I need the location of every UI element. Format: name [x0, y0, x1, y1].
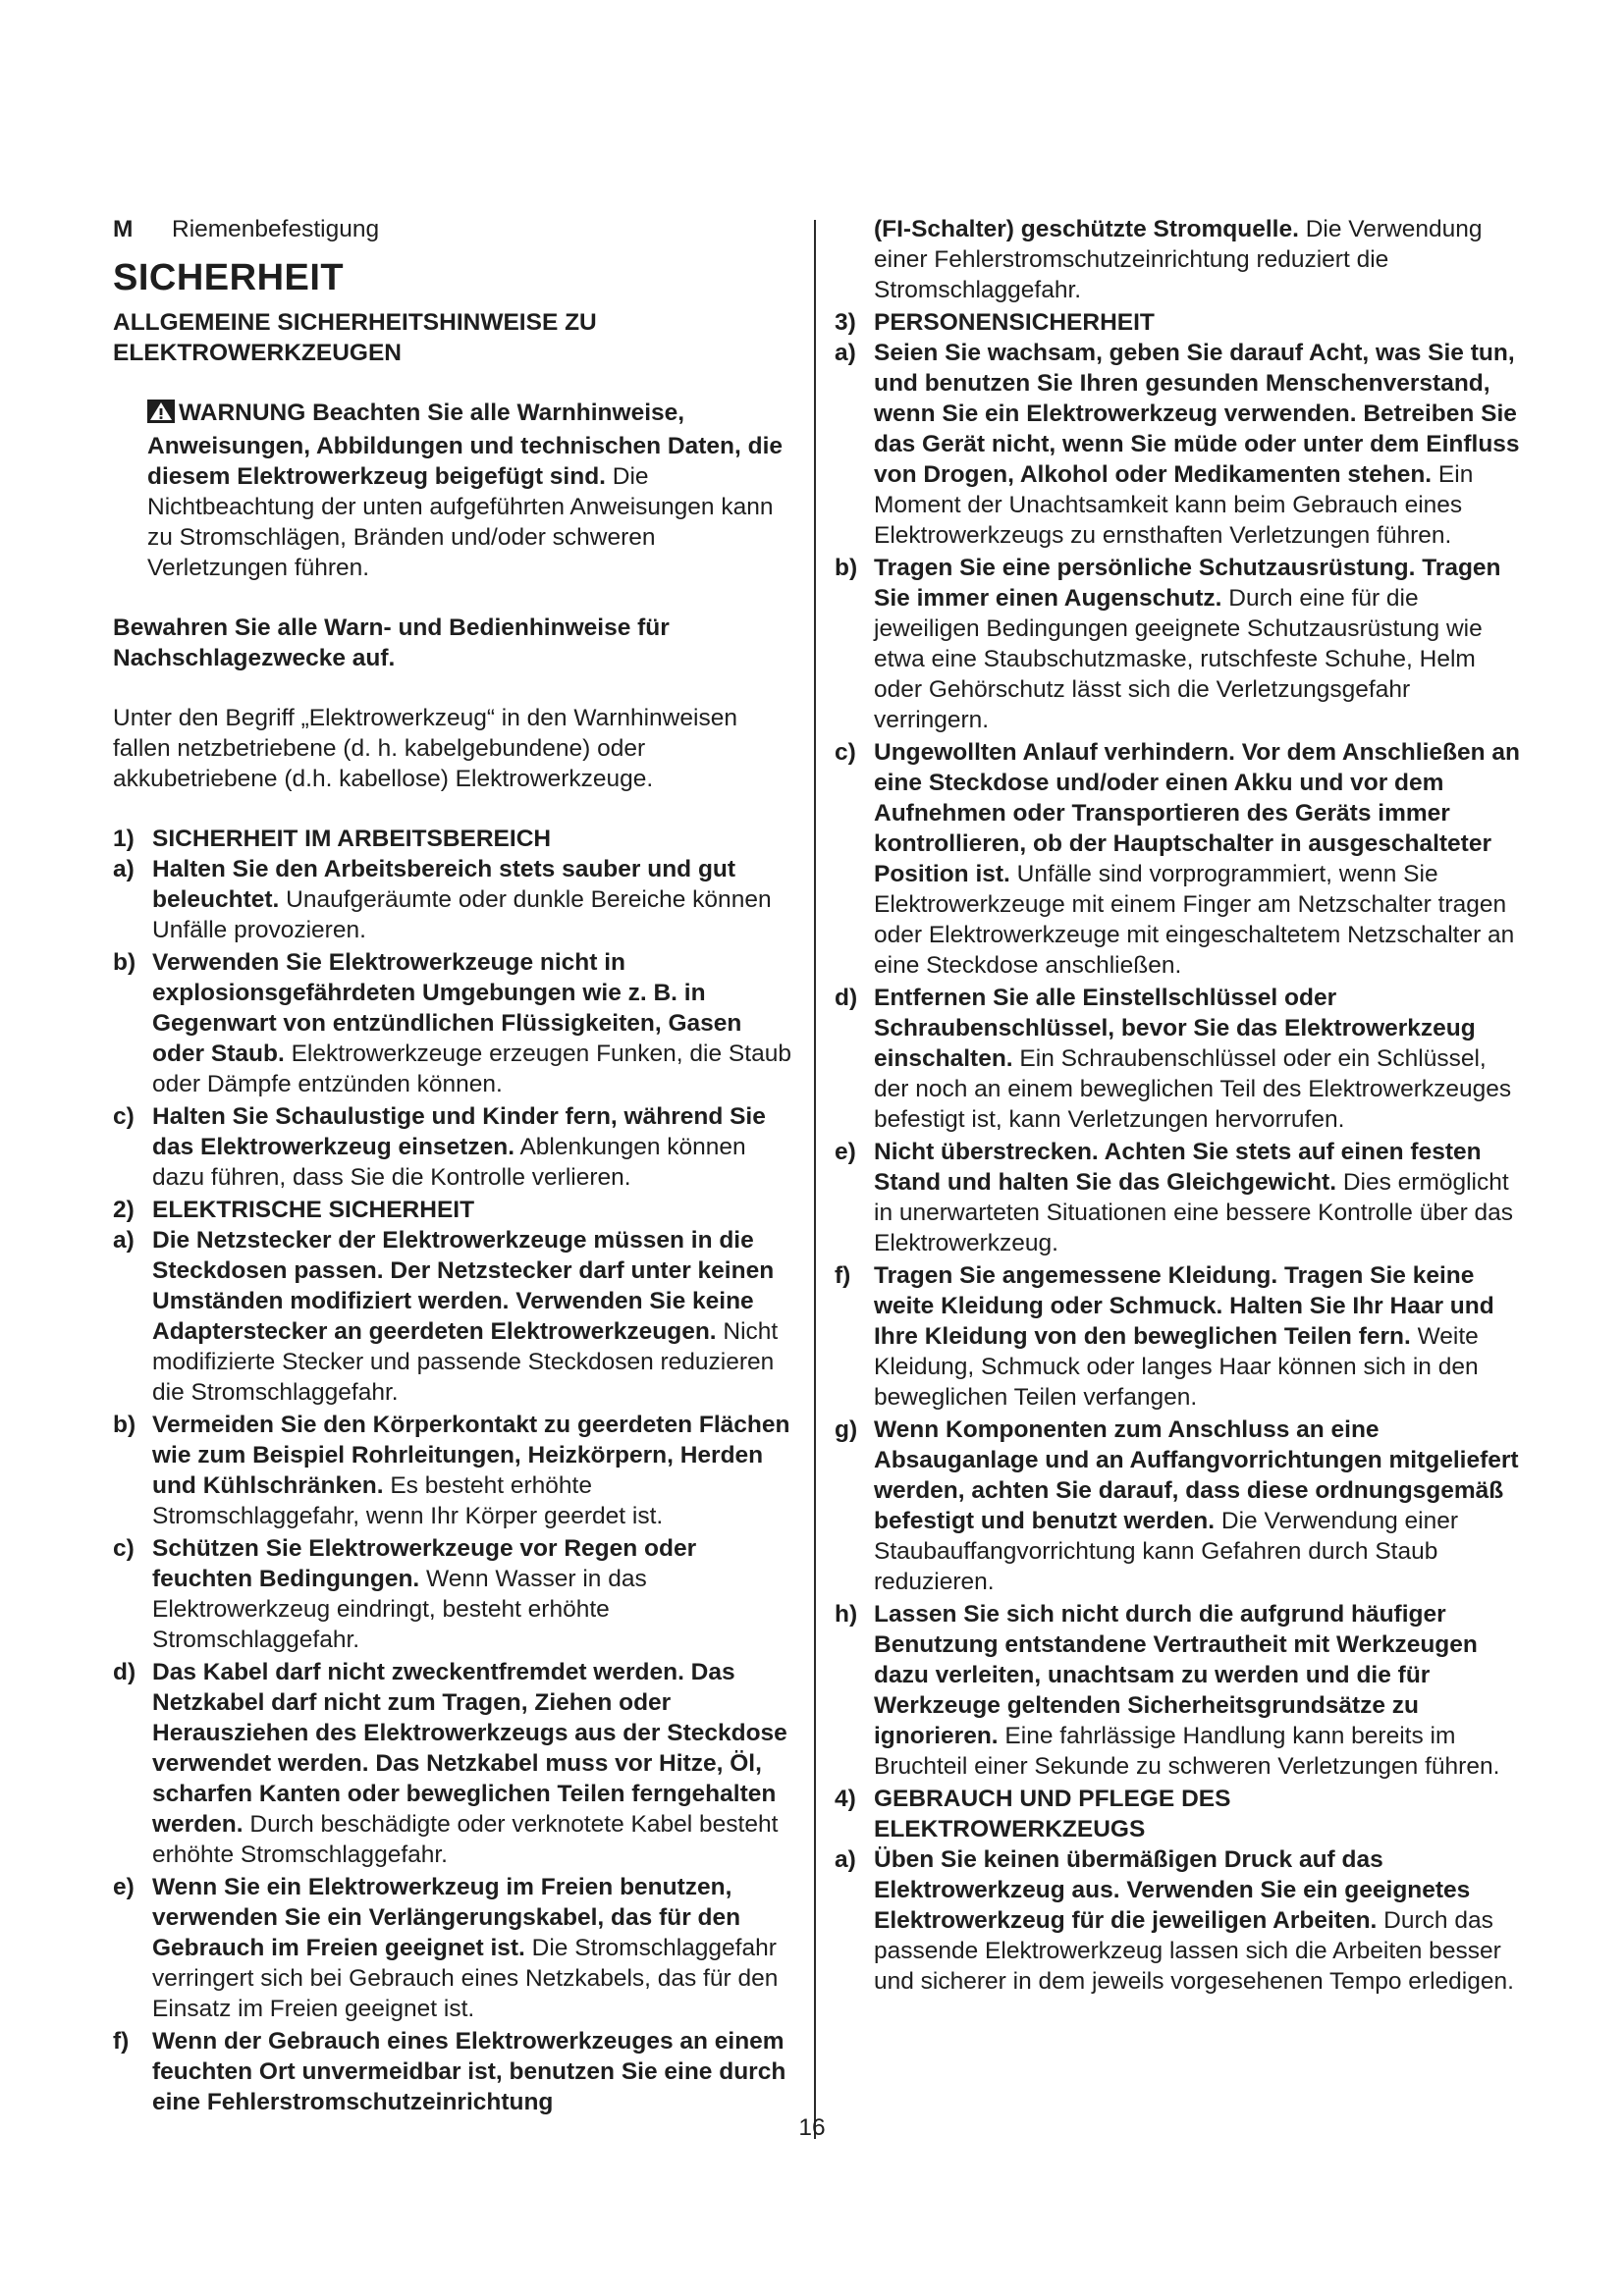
keep-note: Bewahren Sie alle Warn- und Bedienhinweise für Nachschlagezwecke auf. [113, 614, 670, 671]
item-text: Ein Moment der Unachtsamkeit kann beim Gebrauch eines Elektrowerkzeugs zu ernsthaften Verletzungen führen. [874, 461, 1474, 549]
heading-s2 [113, 1195, 800, 1225]
item-bold: (FI-Schalter) geschützte Stromquelle. [874, 216, 1299, 242]
item-text: Die Stromschlaggefahr verringert sich bei Gebrauch eines Netzkabels, das für den Einsatz im Freien geeignet ist. [152, 1935, 779, 2022]
item-text: Wenn Wasser in das Elektrowerkzeug eindringt, besteht erhöhte Stromschlaggefahr. [152, 1566, 647, 1653]
page-number: 16 [798, 2114, 826, 2141]
list-item [835, 1844, 1522, 1997]
list-item [835, 1599, 1522, 1782]
item-letter: d) [113, 1659, 136, 1685]
item-letter: c) [113, 1535, 135, 1562]
item-text: Dies ermöglicht in unerwarteten Situationen eine bessere Kontrolle über das Elektrowerkzeug. [874, 1169, 1514, 1256]
s4-title: GEBRAUCH UND PFLEGE DES ELEKTROWERKZEUGS [874, 1786, 1231, 1842]
item-text: Durch eine für die jeweiligen Bedingungen geeignete Schutzausrüstung wie etwa eine Staubschutzmaske, rutschfeste Schuhe, Helm oder Gehörschutz lässt sich die Verletzungsgefahr verringern. [874, 585, 1483, 733]
left-column [113, 214, 800, 2119]
warning-paragraph [113, 398, 800, 583]
s3-num: 3) [835, 309, 856, 336]
item-bold: Ungewollten Anlauf verhindern. Vor dem Anschließen an eine Steckdose und/oder einen Akku und vor dem Aufnehmen oder Transportieren des Geräts immer kontrollieren, ob der Hauptschalter in ausgeschalteter Position ist. [874, 739, 1520, 887]
right-column [835, 214, 1522, 1999]
item-bold: Verwenden Sie Elektrowerkzeuge nicht in explosionsgefährdeten Umgebungen wie z. B. in Gegenwart von entzündlichen Flüssigkeiten, Gasen oder Staub. [152, 949, 742, 1067]
list-item [835, 737, 1522, 981]
item-bold: Schützen Sie Elektrowerkzeuge vor Regen oder feuchten Bedingungen. [152, 1535, 697, 1592]
item-bold: Halten Sie den Arbeitsbereich stets sauber und gut beleuchtet. [152, 856, 736, 913]
section-title: SICHERHEIT [113, 257, 345, 298]
list-item [113, 1872, 800, 2024]
item-letter: h) [835, 1601, 858, 1628]
heading-s4 [835, 1784, 1522, 1844]
list-item [113, 1101, 800, 1193]
item-letter: a) [835, 340, 856, 366]
item-letter: b) [113, 1412, 136, 1438]
item-bold: Wenn der Gebrauch eines Elektrowerkzeuges an einem feuchten Ort unvermeidbar ist, benutzen Sie eine durch eine Fehlerstromschutzeinrichtung [152, 2028, 786, 2115]
list-item [113, 1533, 800, 1655]
item-text: Nicht modifizierte Stecker und passende Steckdosen reduzieren die Stromschlaggefahr. [152, 1318, 779, 1406]
item-bold: Nicht überstrecken. Achten Sie stets auf einen festen Stand und halten Sie das Gleichgewicht. [874, 1139, 1482, 1196]
item-letter: b) [113, 949, 136, 976]
item-text: Eine fahrlässige Handlung kann bereits im Bruchteil einer Sekunde zu schweren Verletzungen führen. [874, 1723, 1500, 1780]
item-text: Durch das passende Elektrowerkzeug lassen sich die Arbeiten besser und sicherer in dem jeweils vorgesehenen Tempo erledigen. [874, 1907, 1514, 1995]
section-subtitle: ALLGEMEINE SICHERHEITSHINWEISE ZU ELEKTROWERKZEUGEN [113, 309, 597, 366]
item-letter: g) [835, 1416, 858, 1443]
legend-key: M [113, 216, 134, 242]
item-letter: e) [113, 1874, 135, 1900]
s3-title: PERSONENSICHERHEIT [874, 309, 1155, 336]
s1-title: SICHERHEIT IM ARBEITSBEREICH [152, 826, 552, 852]
item-letter: f) [835, 1262, 851, 1289]
s2-title: ELEKTRISCHE SICHERHEIT [152, 1197, 475, 1223]
item-text: Die Verwendung einer Fehlerstromschutzeinrichtung reduziert die Stromschlaggefahr. [874, 216, 1483, 303]
item-bold: Wenn Sie ein Elektrowerkzeug im Freien benutzen, verwenden Sie ein Verlängerungskabel, das für den Gebrauch im Freien geeignet ist. [152, 1874, 741, 1961]
item-bold: Seien Sie wachsam, geben Sie darauf Acht, was Sie tun, und benutzen Sie Ihren gesunden Menschenverstand, wenn Sie ein Elektrowerkzeug verwenden. Betreiben Sie das Gerät nicht, wenn Sie müde oder unter dem Einfluss von Drogen, Alkohol oder Medikamenten stehen. [874, 340, 1520, 488]
s4-num: 4) [835, 1786, 856, 1812]
item-text: Unfälle sind vorprogrammiert, wenn Sie Elektrowerkzeuge mit einem Finger am Netzschalter tragen oder Elektrowerkzeuge mit eingeschaltetem Netzschalter an eine Steckdose anschließen. [874, 861, 1515, 979]
definition-paragraph: Unter den Begriff „Elektrowerkzeug“ in den Warnhinweisen fallen netzbetriebene (d. h. kabelgebundene) oder akkubetriebene (d.h. kabellose) Elektrowerkzeuge. [113, 705, 737, 792]
legend-row [113, 214, 800, 244]
item-text: Weite Kleidung, Schmuck oder langes Haar können sich in den beweglichen Teilen verfangen. [874, 1323, 1479, 1411]
item-text: Es besteht erhöhte Stromschlaggefahr, wenn Ihr Körper geerdet ist. [152, 1472, 664, 1529]
warning-bold: WARNUNG Beachten Sie alle Warnhinweise, Anweisungen, Abbildungen und technischen Daten, die diesem Elektrowerkzeug beigefügt sind. [147, 400, 784, 490]
item-letter: c) [835, 739, 856, 766]
list-item [113, 947, 800, 1099]
list-item [113, 1657, 800, 1870]
list-item [835, 983, 1522, 1135]
item-text: Unaufgeräumte oder dunkle Bereiche können Unfälle provozieren. [152, 886, 772, 943]
item-bold: Vermeiden Sie den Körperkontakt zu geerdeten Flächen wie zum Beispiel Rohrleitungen, Heizkörpern, Herden und Kühlschränken. [152, 1412, 790, 1499]
item-letter: a) [113, 856, 135, 882]
item-text: Die Verwendung einer Staubauffangvorrichtung kann Gefahren durch Staub reduzieren. [874, 1508, 1458, 1595]
item-text: Elektrowerkzeuge erzeugen Funken, die Staub oder Dämpfe entzünden können. [152, 1041, 791, 1097]
warning-text: Die Nichtbeachtung der unten aufgeführten Anweisungen kann zu Stromschlägen, Bränden und/oder schweren Verletzungen führen. [147, 463, 774, 581]
warning-triangle-icon [147, 400, 175, 431]
heading-s1 [113, 824, 800, 854]
list-item [835, 1137, 1522, 1258]
item-text: Durch beschädigte oder verknotete Kabel besteht erhöhte Stromschlaggefahr. [152, 1811, 779, 1868]
item-letter: a) [113, 1227, 135, 1254]
item-letter: b) [835, 555, 858, 581]
s2-num: 2) [113, 1197, 135, 1223]
list-item [113, 2026, 800, 2117]
list-item [113, 1225, 800, 1408]
item-text: Ablenkungen können dazu führen, dass Sie die Kontrolle verlieren. [152, 1134, 746, 1191]
list-item [835, 1260, 1522, 1413]
item-text: Ein Schraubenschlüssel oder ein Schlüssel, der noch an einem beweglichen Teil des Elektrowerkzeuges befestigt ist, kann Verletzungen hervorrufen. [874, 1045, 1512, 1133]
item-bold: Tragen Sie angemessene Kleidung. Tragen Sie keine weite Kleidung oder Schmuck. Halten Sie Ihr Haar und Ihre Kleidung von den beweglichen Teilen fern. [874, 1262, 1494, 1350]
item-bold: Wenn Komponenten zum Anschluss an eine Absauganlage und an Auffangvorrichtungen mitgeliefert werden, achten Sie darauf, dass diese ordnungsgemäß befestigt und benutzt werden. [874, 1416, 1519, 1534]
legend-label: Riemenbefestigung [172, 216, 380, 242]
item-letter: a) [835, 1846, 856, 1873]
item-bold: Halten Sie Schaulustige und Kinder fern, während Sie das Elektrowerkzeug einsetzen. [152, 1103, 766, 1160]
item-letter: f) [113, 2028, 130, 2055]
item-letter: c) [113, 1103, 135, 1130]
item-bold: Das Kabel darf nicht zweckentfremdet werden. Das Netzkabel darf nicht zum Tragen, Ziehen oder Herausziehen des Elektrowerkzeugs aus der Steckdose verwendet werden. Das Netzkabel muss vor Hitze, Öl, scharfen Kanten oder beweglichen Teilen ferngehalten werden. [152, 1659, 787, 1838]
list-item [835, 1415, 1522, 1597]
item-bold: Entfernen Sie alle Einstellschlüssel oder Schraubenschlüssel, bevor Sie das Elektrowerkzeug einschalten. [874, 985, 1476, 1072]
heading-s3 [835, 307, 1522, 338]
item-letter: e) [835, 1139, 856, 1165]
list-item [835, 553, 1522, 735]
list-item [113, 1410, 800, 1531]
item-bold: Die Netzstecker der Elektrowerkzeuge müssen in die Steckdosen passen. Der Netzstecker darf unter keinen Umständen modifiziert werden. Verwenden Sie keine Adapterstecker an geerdeten Elektrowerkzeugen. [152, 1227, 775, 1345]
list-item [113, 854, 800, 945]
item-letter: d) [835, 985, 858, 1011]
item-bold: Lassen Sie sich nicht durch die aufgrund häufiger Benutzung entstandene Vertrautheit mit Werkzeugen dazu verleiten, unachtsam zu werden und die für Werkzeuge geltenden Sicherheitsgrundsätze zu ignorieren. [874, 1601, 1478, 1749]
item-bold: Üben Sie keinen übermäßigen Druck auf das Elektrowerkzeug aus. Verwenden Sie ein geeignetes Elektrowerkzeug für die jeweiligen Arbeiten. [874, 1846, 1471, 1934]
item-bold: Tragen Sie eine persönliche Schutzausrüstung. Tragen Sie immer einen Augenschutz. [874, 555, 1501, 612]
s1-num: 1) [113, 826, 135, 852]
column-divider [814, 220, 816, 2139]
list-item [835, 338, 1522, 551]
list-item-continuation [835, 214, 1522, 305]
